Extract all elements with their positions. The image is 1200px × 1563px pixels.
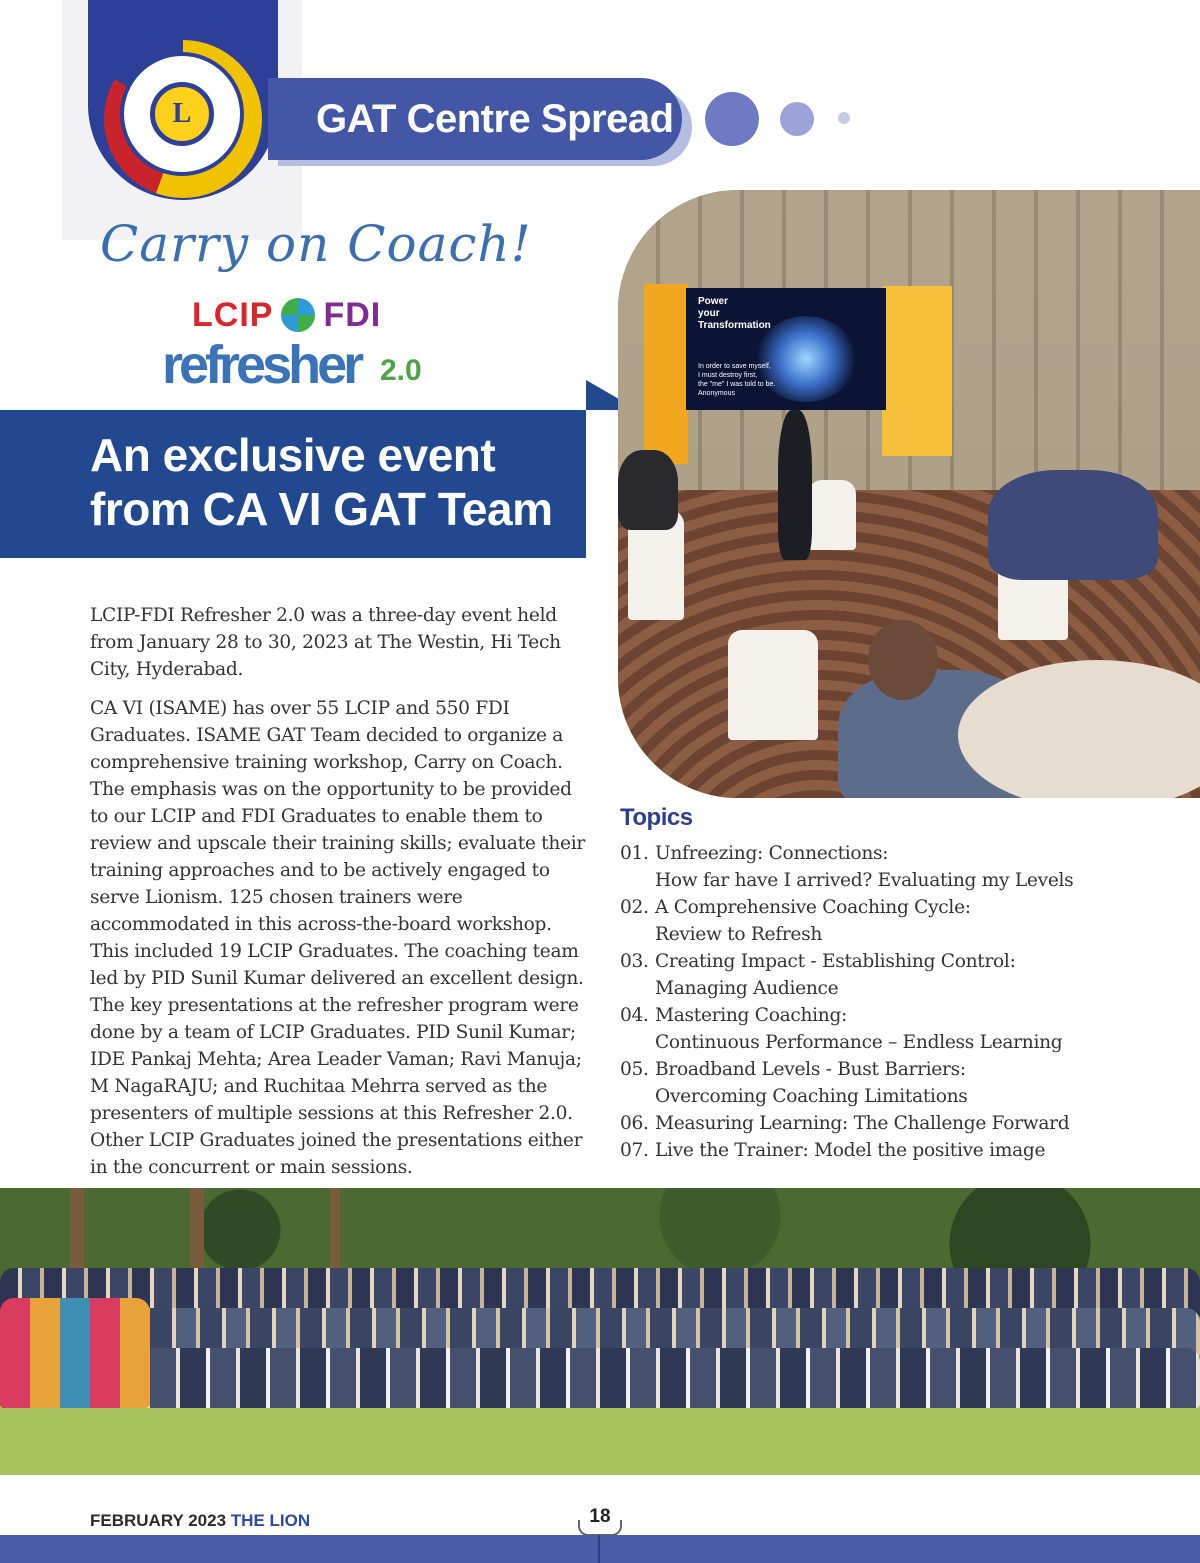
lcip-label: LCIP (192, 296, 274, 334)
article-paragraph: LCIP-FDI Refresher 2.0 was a three-day event held from January 28 to 30, 2023 at The Westin, Hi Tech City, Hyderabad. (90, 605, 561, 680)
section-header-banner (268, 78, 682, 160)
headline-line-1: An exclusive event (90, 429, 496, 481)
photo-group-front-row (0, 1348, 1200, 1408)
topic-item: 02. A Comprehensive Coaching Cycle: Review to Refresh (620, 897, 971, 945)
decorative-dot-medium (780, 102, 814, 136)
headline-line-2: from CA VI GAT Team (90, 483, 553, 535)
photo-lawn (0, 1398, 1200, 1475)
footer-issue-date: FEBRUARY 2023 (90, 1511, 227, 1530)
footer-issue (90, 1511, 310, 1531)
photo-chair (808, 480, 856, 550)
topics-heading: Topics (620, 804, 693, 831)
screen-title: Power your Transformation (698, 296, 771, 331)
refresher-wordmark: refresher (162, 335, 361, 395)
carry-on-coach-title: Carry on Coach! (100, 215, 532, 273)
gat-logo (88, 0, 278, 200)
photo-banner-left (644, 284, 688, 464)
topic-item: 04. Mastering Coaching: Continuous Performance – Endless Learning (620, 1005, 1063, 1053)
photo-group-saree-left (0, 1298, 150, 1408)
photo-chair (728, 630, 818, 740)
topic-item: 05. Broadband Levels - Bust Barriers: Overcoming Coaching Limitations (620, 1059, 968, 1107)
screen-quote: In order to save myself, I must destroy first, the "me" I was told to be. Anonymous (698, 363, 776, 397)
topic-item: 03. Creating Impact - Establishing Control: Managing Audience (620, 951, 1016, 999)
topic-item: 07. Live the Trainer: Model the positive image (620, 1140, 1046, 1161)
topic-item: 01. Unfreezing: Connections: How far have I arrived? Evaluating my Levels (620, 843, 1074, 891)
fdi-label: FDI (323, 296, 382, 334)
photo-attendee (868, 620, 938, 700)
decorative-dot-small (838, 112, 850, 124)
article-paragraph: CA VI (ISAME) has over 55 LCIP and 550 FDI Graduates. ISAME GAT Team decided to organize a comprehensive training workshop, Carry on Coach. The emphasis was on the opportunity to be provided to our LCIP and FDI Graduates to enable them to review and upscale their training skills; evaluate their training approaches and to be actively engaged to serve Lionism. 125 chosen trainers were accommodated in this across-the-board workshop. This included 19 LCIP Graduates. The coaching team led by PID Sunil Kumar delivered an excellent design. The key presentations at the refresher program were done by a team of LCIP Graduates. PID Sunil Kumar; IDE Pankaj Mehta; Area Leader Vaman; Ravi Manuja; M NagaRAJU; and Ruchitaa Mehrra served as the presenters of multiple sessions at this Refresher 2.0. Other LCIP Graduates joined the presentations either in the concurrent or main sessions. (90, 698, 585, 1178)
lions-emblem-icon: L (150, 82, 214, 146)
event-photo (618, 190, 1200, 798)
article-body (90, 602, 586, 1193)
globe-icon (281, 298, 315, 332)
photo-banner-right (882, 286, 952, 456)
page-number: 18 (589, 1506, 611, 1527)
refresher-version: 2.0 (380, 354, 422, 387)
photo-speaker (778, 410, 812, 560)
footer-bar (0, 1535, 1200, 1563)
decorative-dot-large (705, 92, 759, 146)
photo-attendee (988, 470, 1158, 580)
lcip-fdi-logo (192, 296, 381, 335)
topic-item: 06. Measuring Learning: The Challenge Forward (620, 1113, 1070, 1134)
headline-band (0, 410, 586, 558)
footer-bar-divider (598, 1535, 600, 1563)
section-title: GAT Centre Spread (316, 96, 674, 141)
group-photo (0, 1188, 1200, 1475)
photo-attendee (618, 450, 678, 530)
footer-magazine-name: THE LION (230, 1511, 311, 1530)
topics-list (620, 840, 1180, 1164)
